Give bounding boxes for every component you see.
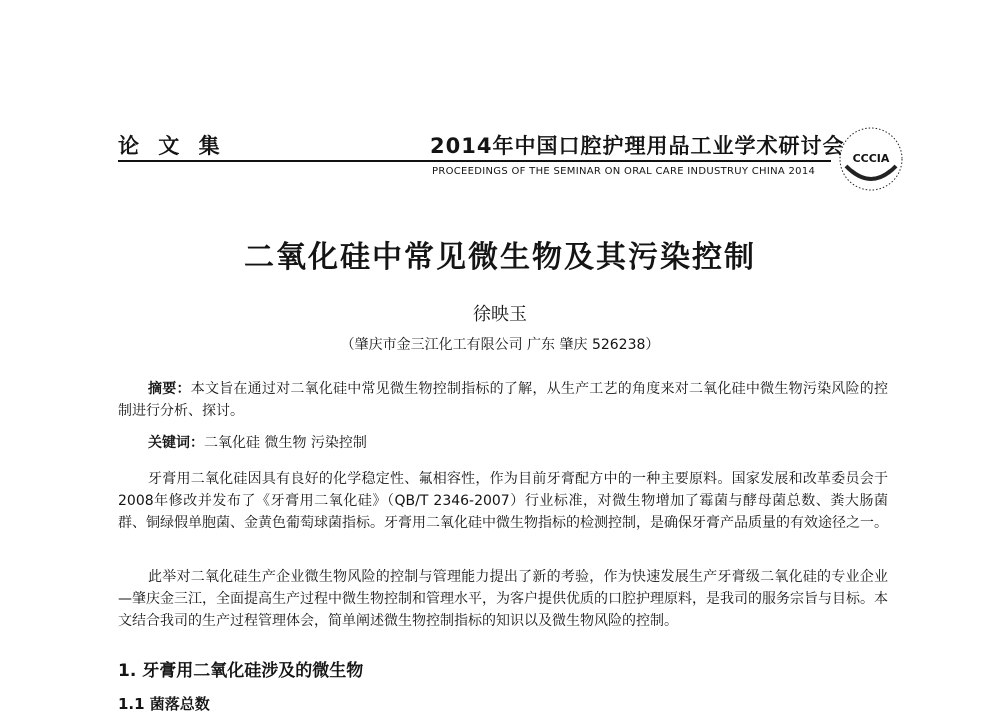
section-heading-1-1: 1.1 菌落总数	[118, 695, 210, 713]
body-paragraph-1: 牙膏用二氧化硅因具有良好的化学稳定性、氟相容性，作为目前牙膏配方中的一种主要原料。国家发展和改革委员会于2008年修改并发布了《牙膏用二氧化硅》（QB/T 2346-2007）行业标准，对微生物增加了霉菌与酵母菌总数、粪大肠菌群、铜绿假单胞菌、金黄色葡萄球菌指标。牙膏用二氧化硅中微生物指标的检测控制，是确保牙膏产品质量的有效途径之一。	[118, 471, 888, 531]
author-affiliation: （肇庆市金三江化工有限公司 广东 肇庆 526238）	[340, 337, 660, 353]
conference-logo	[838, 126, 904, 192]
conference-english-title: PROCEEDINGS OF THE SEMINAR ON ORAL CARE INDUSTRUY CHINA 2014	[432, 166, 816, 177]
abstract-label: 摘要：	[148, 381, 191, 397]
header-divider	[118, 160, 831, 162]
paper-author: 徐映玉	[473, 304, 527, 325]
abstract	[118, 378, 888, 422]
proceedings-label: 论 文 集	[118, 134, 226, 158]
abstract-text: 本文旨在通过对二氧化硅中常见微生物控制指标的了解，从生产工艺的角度来对二氧化硅中微生物污染风险的控制进行分析、探讨。	[118, 381, 889, 419]
conference-title: 2014年中国口腔护理用品工业学术研讨会	[430, 134, 845, 158]
keywords	[148, 432, 367, 454]
logo-text: CCCIA	[852, 152, 890, 165]
body-paragraph-2: 此举对二氧化硅生产企业微生物风险的控制与管理能力提出了新的考验，作为快速发展生产牙膏级二氧化硅的专业企业—肇庆金三江，全面提高生产过程中微生物控制和管理水平，为客户提供优质的口腔护理原料，是我司的服务宗旨与目标。本文结合我司的生产过程管理体会，简单阐述微生物控制指标的知识以及微生物风险的控制。	[118, 569, 888, 629]
keywords-label: 关键词：	[148, 435, 204, 451]
keywords-text: 二氧化硅 微生物 污染控制	[204, 435, 367, 451]
paper-title: 二氧化硅中常见微生物及其污染控制	[244, 240, 756, 275]
section-heading-1: 1. 牙膏用二氧化硅涉及的微生物	[118, 661, 364, 681]
